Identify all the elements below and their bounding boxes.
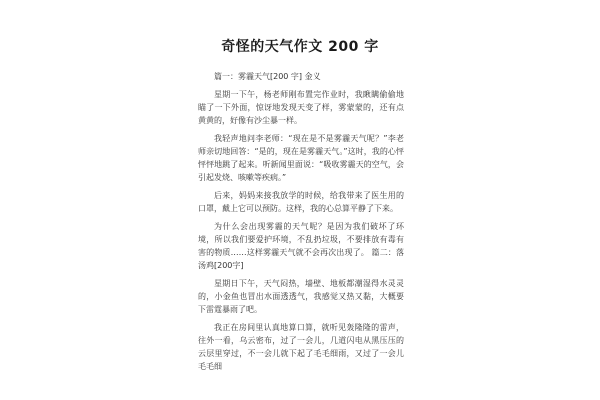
paragraph: 星期日下午，天气闷热，墙壁、地板都潮湿得水灵灵的，小金鱼也冒出水面透透气，我感觉又热又黏，大概要下雷霆暴雨了吧。 <box>198 279 404 314</box>
article-body <box>198 70 404 378</box>
paragraph: 我轻声地问李老师：“现在是不是雾霾天气呢？”李老师亲切地回答：“是的，现在是雾霾天气。”这时，我的心怦怦怦地跳了起来。听新闻里面说：“吸收雾霾天的空气，会引起发烧、咳嗽等疾病。” <box>198 134 404 182</box>
paragraph: 星期一下午，杨老师刚布置完作业时，我瞅瞒偷偷地瞄了一下外面，惊讶地发现天变了样，雾蒙蒙的，还有点黄黄的，好像有沙尘暴一样。 <box>198 90 404 125</box>
paragraph: 篇一：雾霾天气[200 字] 金义 <box>214 72 321 81</box>
paragraph: 我正在房间里认真地算口算，就听见轰隆隆的雷声，往外一看，乌云密布，过了一会儿，几道闪电从黑压压的云层里穿过，不一会儿就下起了毛毛细雨，又过了一会儿毛毛细 <box>198 323 404 371</box>
page-title: 奇怪的天气作文 200 字 <box>221 39 379 55</box>
paragraph: 后来，妈妈来接我放学的时候，给我带来了医生用的口罩，戴上它可以预防。这样，我的心总算平静了下来。 <box>198 191 404 213</box>
paragraph: 为什么会出现雾霾的天气呢？是因为我们破坏了环境，所以我们要爱护环境，不乱扔垃圾，不要排放有毒有害的物质……这样雾霾天气就不会再次出现了。 篇二：落汤鸡[200字] <box>198 222 404 270</box>
